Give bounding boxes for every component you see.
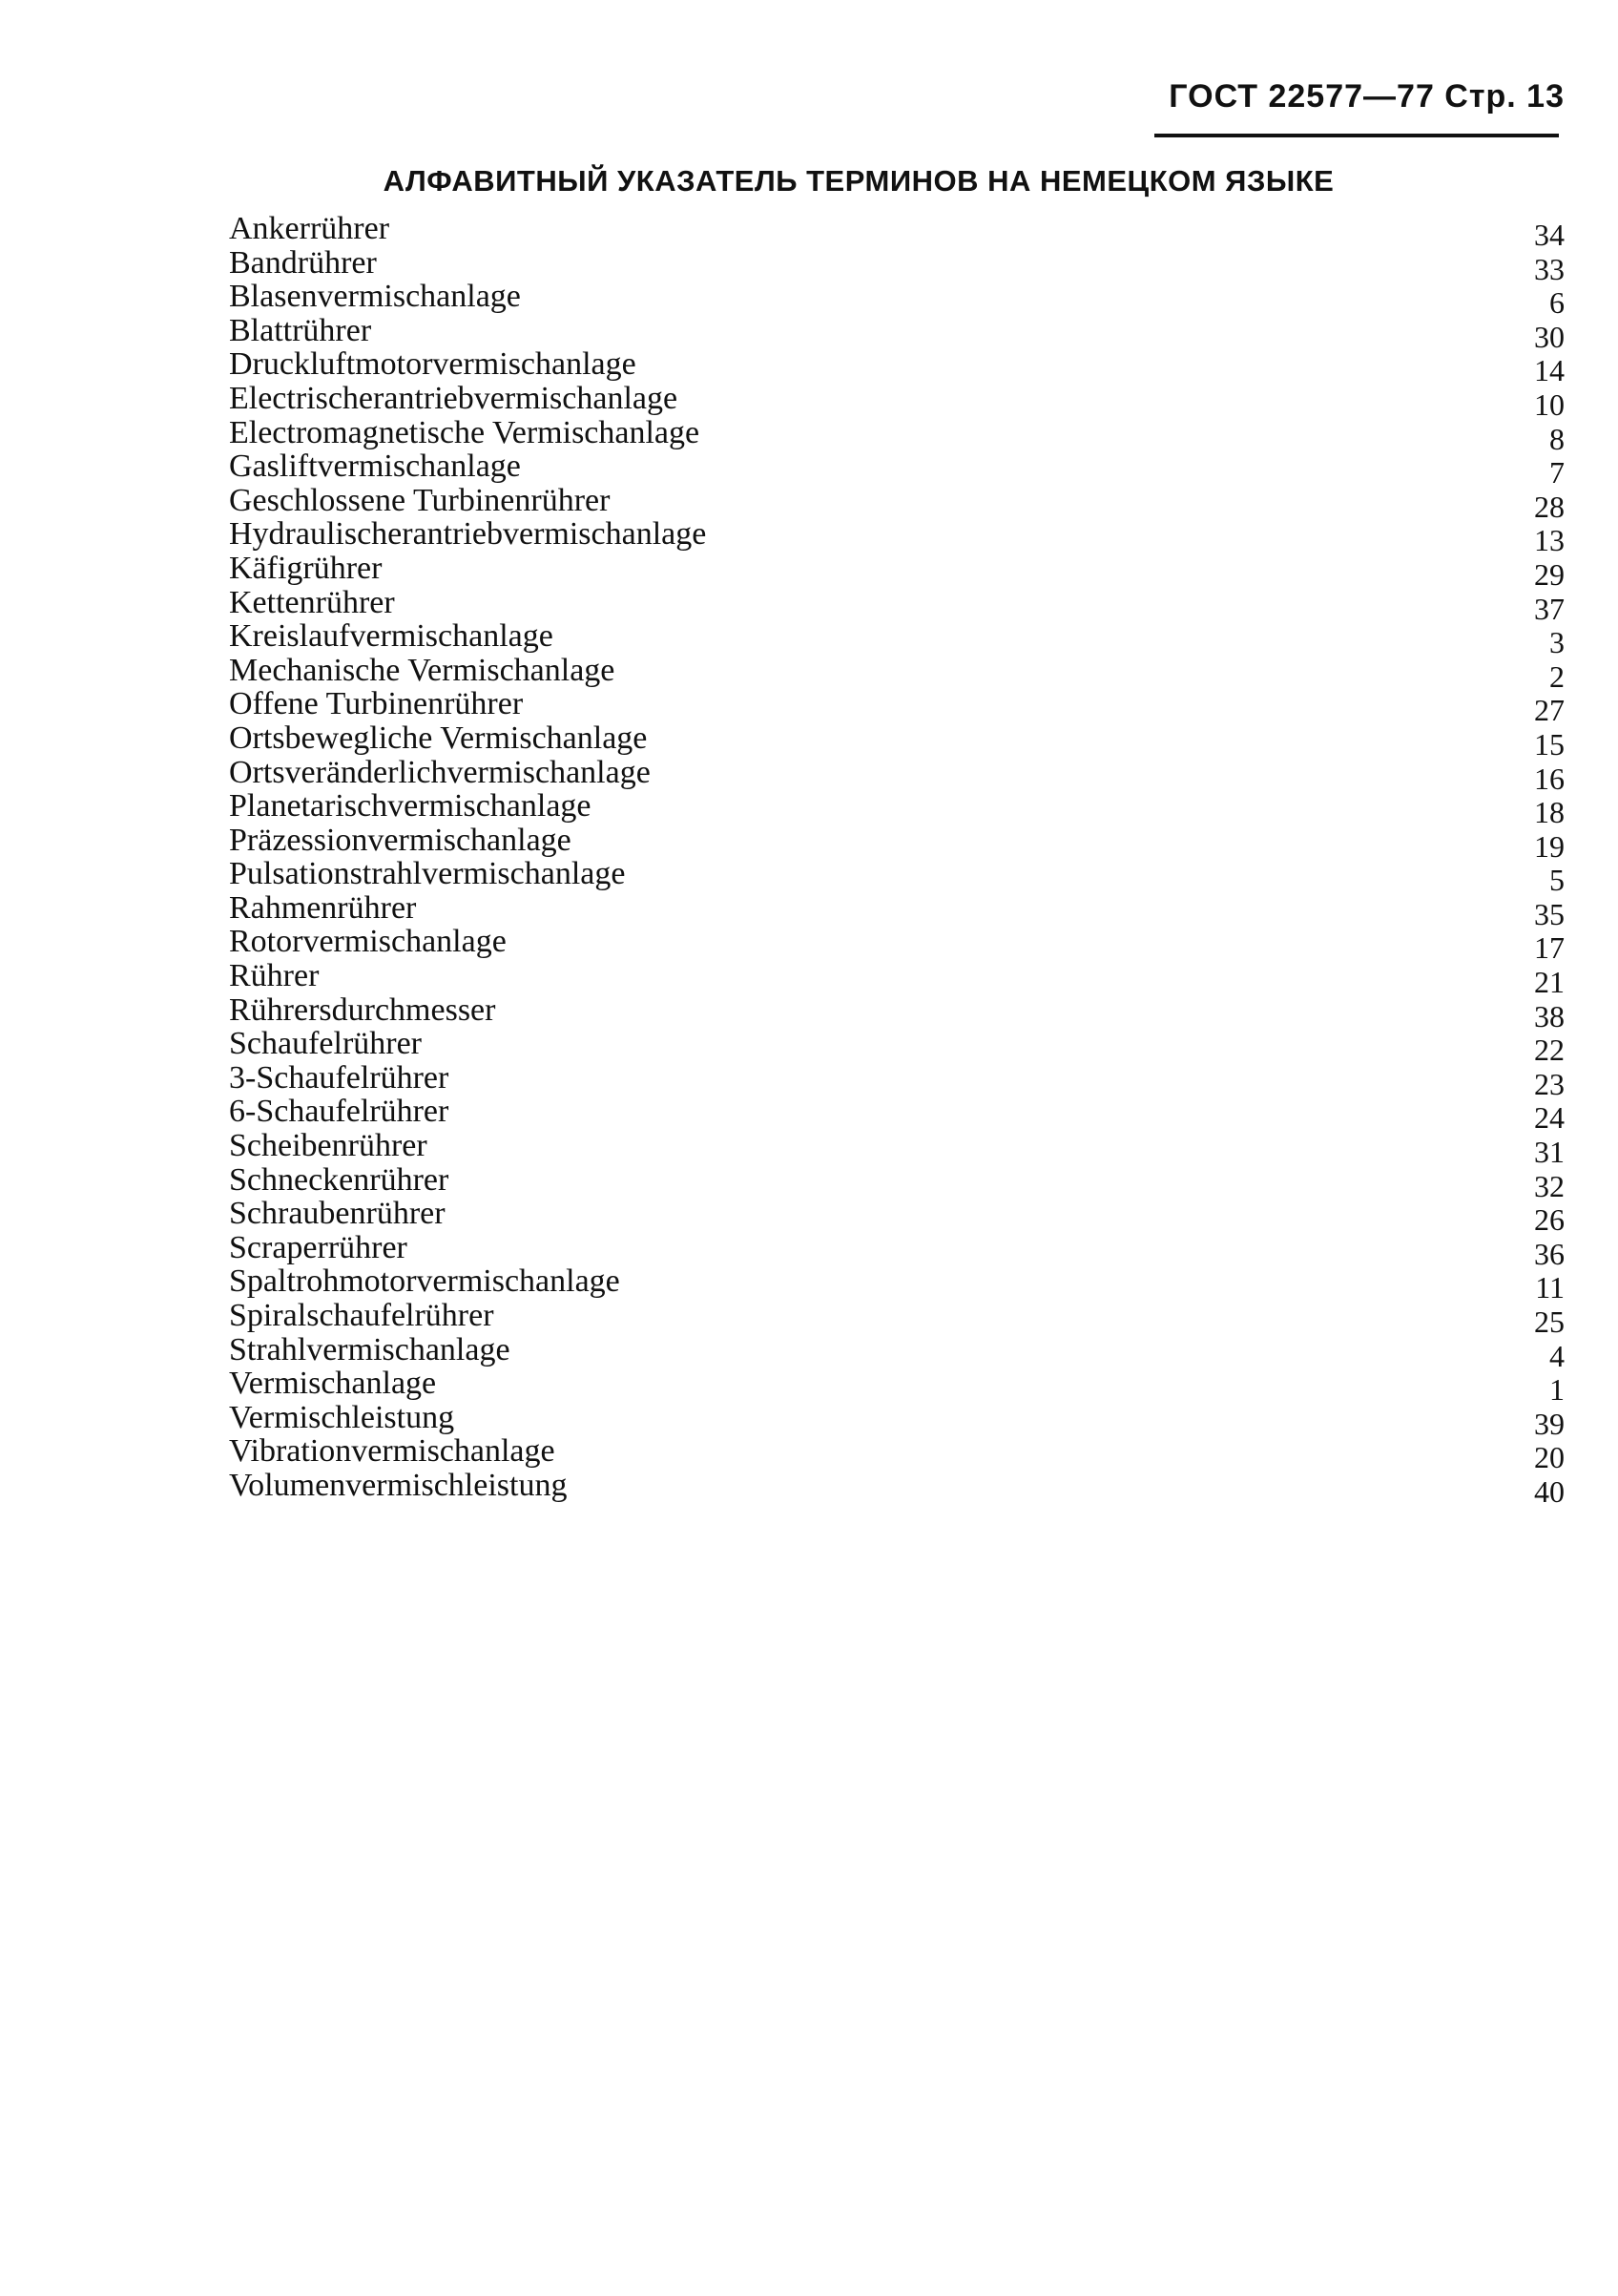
index-term-number: 3	[1549, 625, 1565, 660]
index-entry	[229, 211, 1565, 252]
index-entry	[229, 754, 1565, 796]
index-term-number: 17	[1534, 930, 1565, 966]
index-term: Schneckenrührer	[229, 1161, 449, 1198]
index-entry	[229, 449, 1565, 491]
index-term: Ankerrührer	[229, 211, 390, 246]
index-entry	[229, 1229, 1565, 1271]
index-term-number: 24	[1534, 1100, 1565, 1136]
index-term-number: 31	[1534, 1135, 1565, 1170]
index-term: Spaltrohmotorvermischanlage	[229, 1263, 620, 1300]
index-term: Pulsationstrahlvermischanlage	[229, 856, 626, 892]
index-entry	[229, 279, 1565, 321]
index-term-number: 34	[1534, 218, 1565, 252]
index-term-number: 32	[1534, 1168, 1565, 1203]
index-term: Druckluftmotorvermischanlage	[229, 346, 636, 383]
index-term-number: 16	[1534, 761, 1565, 796]
index-term-number: 11	[1535, 1270, 1565, 1305]
index-term-number: 21	[1534, 965, 1565, 1000]
index-term-number: 36	[1534, 1236, 1565, 1271]
index-term-number: 7	[1549, 455, 1565, 491]
index-term-number: 13	[1534, 523, 1565, 558]
index-term: Vermischanlage	[229, 1366, 437, 1402]
index-term: Präzessionvermischanlage	[229, 822, 571, 858]
index-term-number: 26	[1534, 1202, 1565, 1238]
index-term: Scraperrührer	[229, 1229, 407, 1265]
index-term: Planetarischvermischanlage	[229, 788, 591, 824]
index-term-number: 35	[1534, 896, 1565, 931]
index-term-number: 19	[1534, 828, 1565, 864]
index-term: Geschlossene Turbinenrührer	[229, 482, 611, 518]
index-entry	[229, 516, 1565, 558]
index-term: Vibrationvermischanlage	[229, 1433, 555, 1470]
index-entry	[229, 1026, 1565, 1068]
index-entry	[229, 991, 1565, 1033]
index-term: Ortsveränderlichvermischanlage	[229, 754, 651, 790]
index-term-number: 33	[1534, 251, 1565, 286]
index-term-number: 39	[1534, 1406, 1565, 1441]
index-entry	[229, 414, 1565, 456]
index-entry	[229, 720, 1565, 762]
index-term: Bandrührer	[229, 244, 377, 281]
running-head: ГОСТ 22577—77 Стр. 13	[1169, 78, 1565, 115]
index-term: Rahmenrührer	[229, 889, 417, 926]
index-term-number: 10	[1534, 386, 1565, 422]
index-entry	[229, 1059, 1565, 1101]
index-title: АЛФАВИТНЫЙ УКАЗАТЕЛЬ ТЕРМИНОВ НА НЕМЕЦКОМ ЯЗЫКЕ	[383, 164, 1335, 198]
index-term: Vermischleistung	[229, 1399, 455, 1435]
index-term-number: 15	[1534, 726, 1565, 762]
index-entry	[229, 244, 1565, 286]
index-term: Rührersdurchmesser	[229, 991, 496, 1028]
index-entry	[229, 550, 1565, 592]
index-entry	[229, 1128, 1565, 1170]
index-entry	[229, 958, 1565, 1000]
index-term: Gasliftvermischanlage	[229, 449, 521, 485]
index-entry	[229, 380, 1565, 422]
index-entry	[229, 1161, 1565, 1203]
index-term: Electromagnetische Vermischanlage	[229, 414, 700, 450]
index-term: Offene Turbinenrührer	[229, 686, 524, 722]
index-entry	[229, 1298, 1565, 1339]
index-term-number: 5	[1549, 863, 1565, 898]
term-index-list	[229, 211, 1565, 1509]
index-term: Rührer	[229, 958, 320, 994]
index-term: Käfigrührer	[229, 550, 383, 586]
index-entry	[229, 1331, 1565, 1373]
index-term: Electrischerantriebvermischanlage	[229, 380, 678, 416]
index-entry	[229, 482, 1565, 524]
header-rule	[1154, 134, 1559, 137]
index-term-number: 6	[1549, 285, 1565, 321]
index-term: Mechanische Vermischanlage	[229, 652, 615, 688]
index-term: 3-Schaufelrührer	[229, 1059, 449, 1096]
index-entry	[229, 346, 1565, 388]
index-entry	[229, 856, 1565, 898]
index-term-number: 40	[1534, 1473, 1565, 1509]
index-term: Spiralschaufelrührer	[229, 1298, 494, 1333]
index-entry	[229, 1467, 1565, 1509]
index-entry	[229, 652, 1565, 694]
index-entry	[229, 889, 1565, 931]
index-term-number: 1	[1549, 1372, 1565, 1408]
index-term: Scheibenrührer	[229, 1128, 427, 1164]
index-term-number: 38	[1534, 998, 1565, 1033]
index-term-number: 4	[1549, 1338, 1565, 1373]
index-term-number: 20	[1534, 1440, 1565, 1475]
index-term: 6-Schaufelrührer	[229, 1094, 449, 1130]
index-term: Hydraulischerantriebvermischanlage	[229, 516, 707, 553]
index-term-number: 2	[1549, 658, 1565, 694]
index-term-number: 37	[1534, 591, 1565, 626]
index-term: Schraubenrührer	[229, 1196, 446, 1232]
index-entry	[229, 1094, 1565, 1136]
index-term-number: 30	[1534, 319, 1565, 354]
index-term: Kettenrührer	[229, 584, 395, 620]
index-term: Blattrührer	[229, 312, 372, 348]
index-term-number: 28	[1534, 489, 1565, 524]
index-term-number: 18	[1534, 795, 1565, 830]
index-entry	[229, 1196, 1565, 1238]
index-term-number: 22	[1534, 1033, 1565, 1068]
index-entry	[229, 822, 1565, 864]
index-term-number: 29	[1534, 556, 1565, 592]
index-term: Rotorvermischanlage	[229, 924, 507, 960]
index-entry	[229, 1263, 1565, 1305]
index-entry	[229, 924, 1565, 966]
index-entry	[229, 1366, 1565, 1408]
index-term: Blasenvermischanlage	[229, 279, 521, 315]
index-term: Ortsbewegliche Vermischanlage	[229, 720, 648, 756]
index-term-number: 14	[1534, 353, 1565, 388]
index-term-number: 27	[1534, 693, 1565, 728]
index-entry	[229, 1399, 1565, 1441]
index-entry	[229, 686, 1565, 728]
index-term-number: 25	[1534, 1305, 1565, 1339]
index-entry	[229, 312, 1565, 354]
index-term: Kreislaufvermischanlage	[229, 618, 553, 655]
index-term-number: 8	[1549, 421, 1565, 456]
index-entry	[229, 584, 1565, 626]
index-entry	[229, 618, 1565, 660]
index-term-number: 23	[1534, 1066, 1565, 1101]
index-entry	[229, 788, 1565, 830]
index-term: Volumenvermischleistung	[229, 1467, 568, 1503]
index-term: Schaufelrührer	[229, 1026, 423, 1062]
index-term: Strahlvermischanlage	[229, 1331, 510, 1367]
index-entry	[229, 1433, 1565, 1475]
